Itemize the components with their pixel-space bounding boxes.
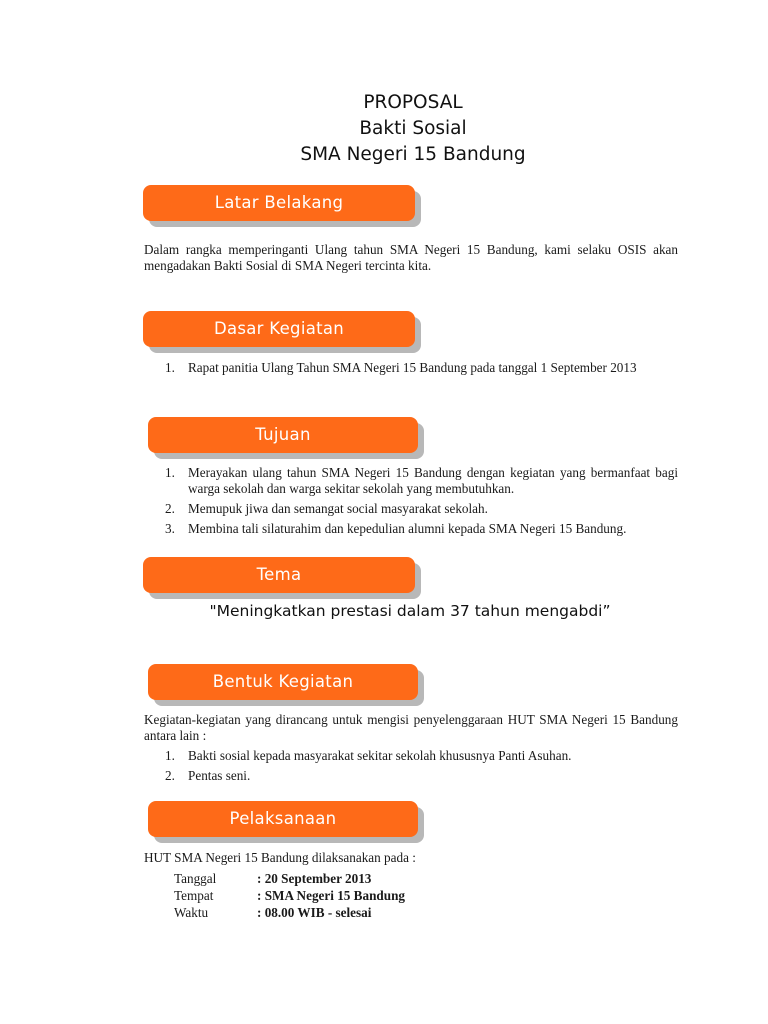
list-number: 1.	[165, 360, 175, 375]
list-text: Pentas seni.	[188, 768, 251, 783]
title-subtitle: Bakti Sosial	[359, 118, 467, 139]
theme-text: "Meningkatkan prestasi dalam 37 tahun mengabdi”	[209, 602, 611, 620]
schedule-row-place	[174, 887, 405, 904]
heading-pelaksanaan: Pelaksanaan	[148, 801, 418, 837]
schedule-table	[174, 870, 405, 921]
list-text: Bakti sosial kepada masyarakat sekitar sekolah khususnya Panti Asuhan.	[188, 748, 572, 763]
heading-tujuan: Tujuan	[148, 417, 418, 453]
list-item	[144, 501, 678, 517]
latar-belakang-text: Dalam rangka memperinganti Ulang tahun SMA Negeri 15 Bandung, kami selaku OSIS akan mengadakan Bakti Sosial di SMA Negeri tercinta kita.	[144, 242, 678, 273]
list-text: Rapat panitia Ulang Tahun SMA Negeri 15 Bandung pada tanggal 1 September 2013	[188, 360, 637, 375]
list-item	[144, 521, 678, 537]
heading-dasar-kegiatan: Dasar Kegiatan	[143, 311, 415, 347]
list-item	[144, 748, 678, 764]
schedule-value: : 20 September 2013	[257, 871, 372, 886]
title-school: SMA Negeri 15 Bandung	[300, 144, 526, 165]
schedule-row-date	[174, 870, 405, 887]
list-text: Merayakan ulang tahun SMA Negeri 15 Bandung dengan kegiatan yang bermanfaat bagi warga sekolah dan warga sekitar sekolah yang membutuhkan.	[188, 465, 678, 496]
pelaksanaan-intro: HUT SMA Negeri 15 Bandung dilaksanakan pada :	[144, 850, 416, 865]
list-item	[144, 465, 678, 497]
schedule-label: Tempat	[174, 888, 214, 903]
list-item	[144, 360, 678, 376]
list-number: 1.	[165, 465, 175, 480]
dasar-kegiatan-list	[144, 360, 678, 380]
list-text: Memupuk jiwa dan semangat social masyarakat sekolah.	[188, 501, 488, 516]
bentuk-kegiatan-list	[144, 748, 678, 788]
tujuan-list	[144, 465, 678, 541]
list-number: 2.	[165, 768, 175, 783]
schedule-value: : SMA Negeri 15 Bandung	[257, 888, 406, 903]
schedule-value: : 08.00 WIB - selesai	[257, 905, 372, 920]
list-number: 1.	[165, 748, 175, 763]
list-text: Membina tali silaturahim dan kepedulian alumni kepada SMA Negeri 15 Bandung.	[188, 521, 627, 536]
heading-bentuk-kegiatan: Bentuk Kegiatan	[148, 664, 418, 700]
bentuk-kegiatan-intro: Kegiatan-kegiatan yang dirancang untuk mengisi penyelenggaraan HUT SMA Negeri 15 Bandung antara lain :	[144, 712, 678, 743]
schedule-row-time	[174, 904, 405, 921]
list-number: 2.	[165, 501, 175, 516]
heading-tema: Tema	[143, 557, 415, 593]
title-proposal: PROPOSAL	[363, 92, 463, 113]
heading-latar-belakang: Latar Belakang	[143, 185, 415, 221]
schedule-label: Waktu	[174, 905, 209, 920]
document-title	[0, 90, 768, 168]
schedule-label: Tanggal	[174, 871, 217, 886]
list-item	[144, 768, 678, 784]
list-number: 3.	[165, 521, 175, 536]
